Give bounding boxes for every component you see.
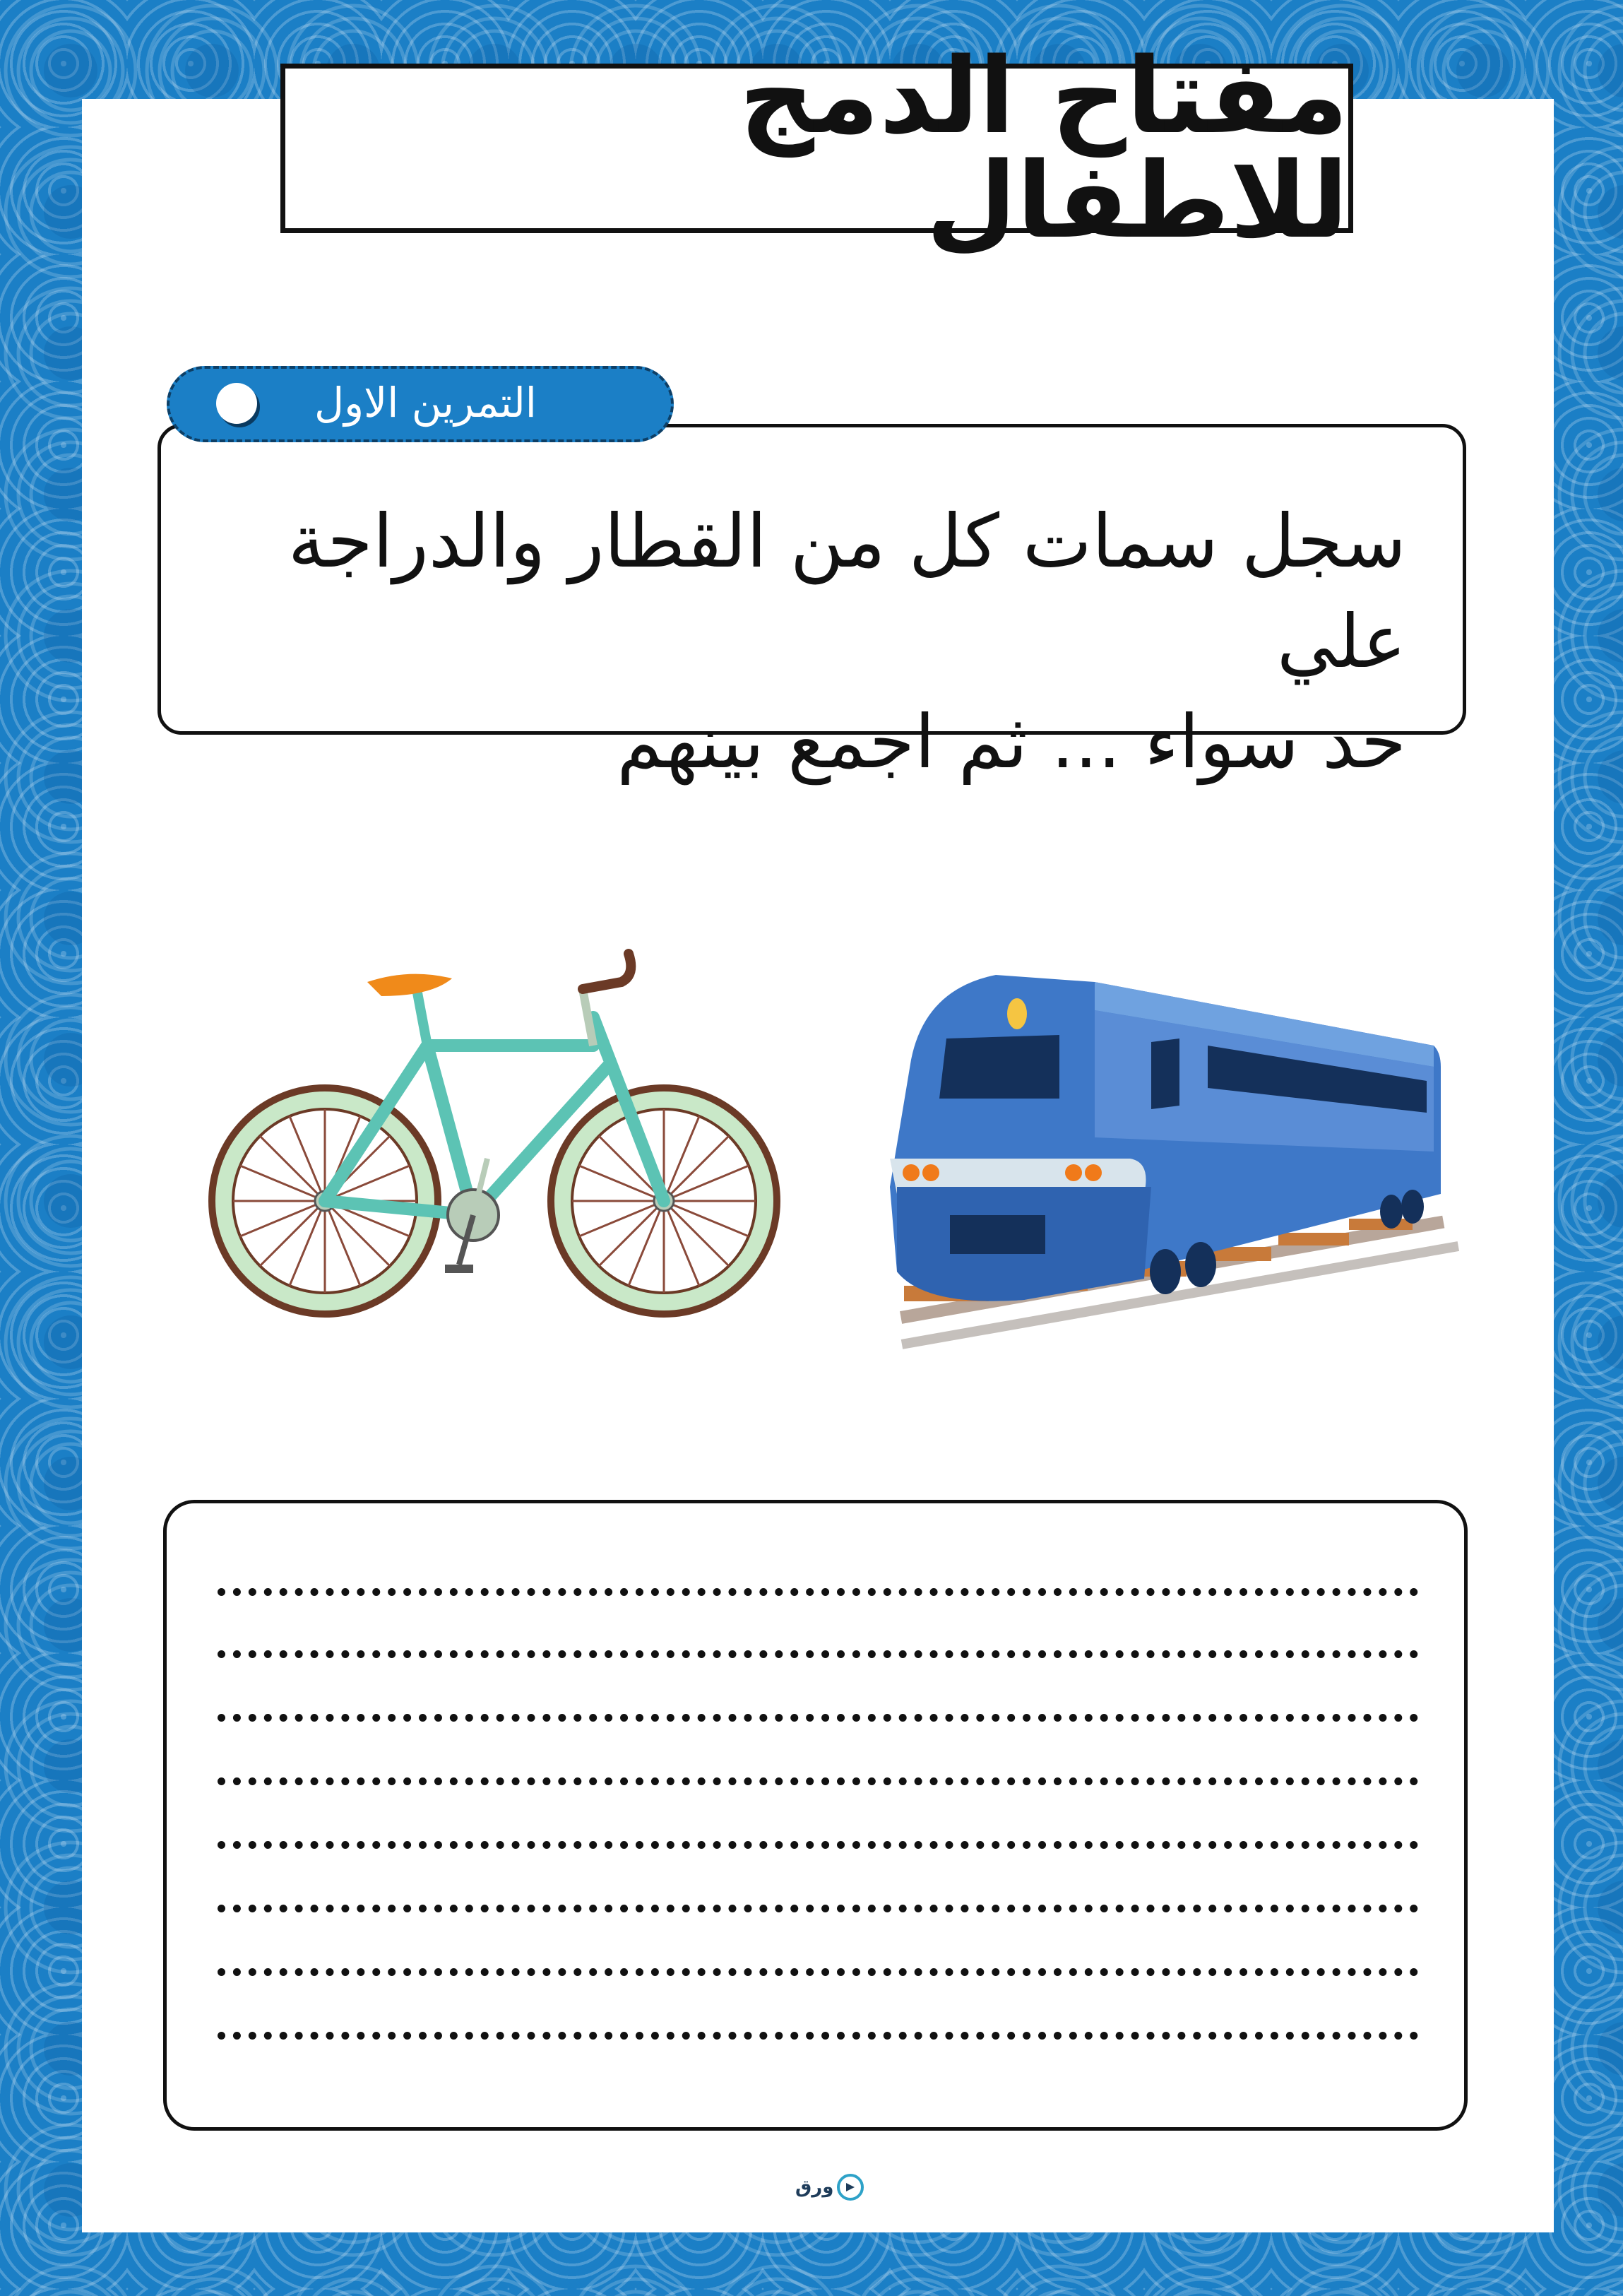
logo <box>795 2173 867 2201</box>
instruction-line-1: سجل سمات كل من القطار والدراجة علي <box>287 498 1406 685</box>
bicycle-icon <box>198 947 805 1342</box>
answer-line[interactable] <box>218 1968 1418 1976</box>
answer-line[interactable] <box>218 1905 1418 1912</box>
answer-line[interactable] <box>218 1777 1418 1785</box>
tag-dot-icon <box>216 383 257 424</box>
instruction-line-2: حد سواء ... ثم اجمع بينهم <box>617 699 1406 785</box>
answer-line[interactable] <box>218 2032 1418 2040</box>
exercise-tag-label: التمرين الاول <box>314 379 537 427</box>
answer-line[interactable] <box>218 1650 1418 1658</box>
train-icon <box>883 975 1462 1356</box>
logo-text: ورق <box>795 2177 834 2198</box>
answer-line[interactable] <box>218 1841 1418 1849</box>
page-title: مفتاح الدمج للاطفال <box>739 35 1348 261</box>
answer-line[interactable] <box>218 1714 1418 1722</box>
logo-icon <box>836 2173 867 2201</box>
exercise-instruction <box>206 491 1406 792</box>
illustrations <box>0 947 1623 1385</box>
exercise-tag <box>167 366 674 442</box>
exercise-box <box>157 424 1466 785</box>
title-box <box>280 35 1353 261</box>
answer-box[interactable] <box>163 1500 1468 2131</box>
answer-line[interactable] <box>218 1588 1418 1596</box>
